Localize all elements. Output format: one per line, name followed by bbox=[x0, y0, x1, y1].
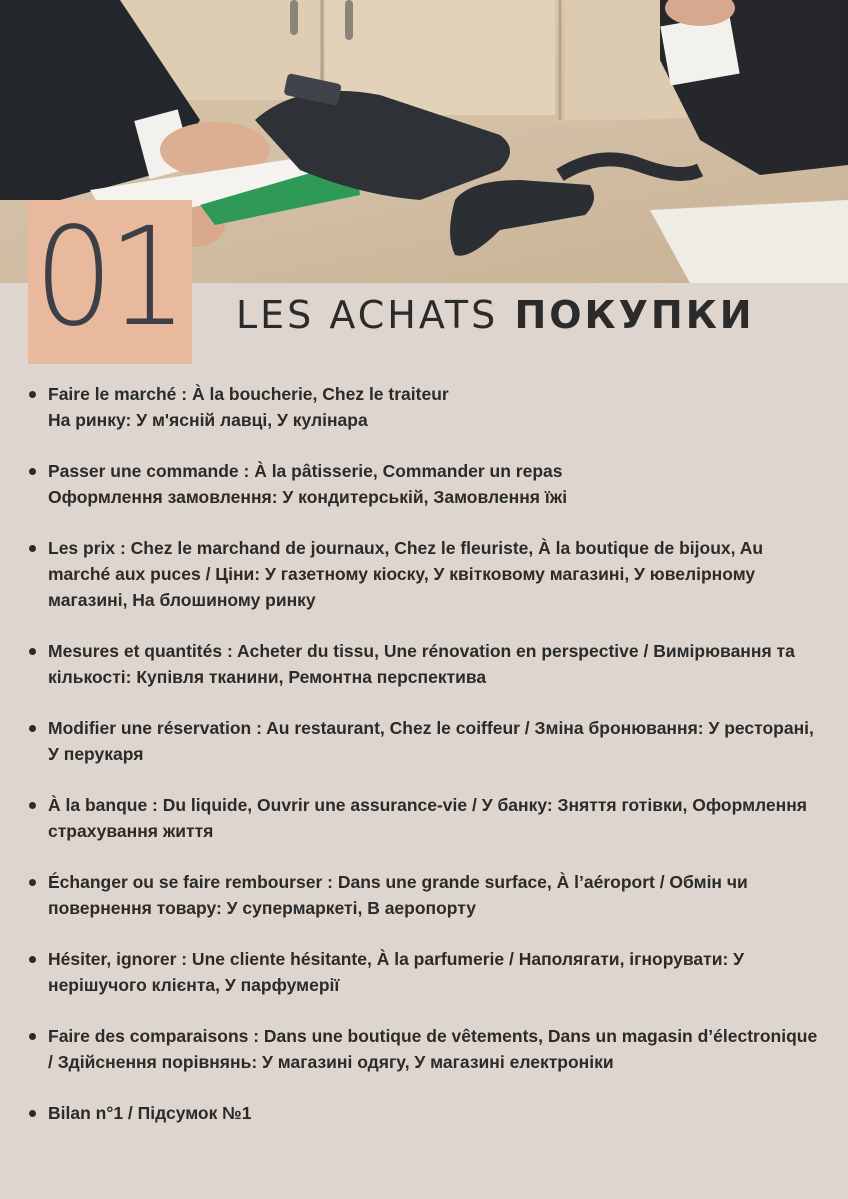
list-item-line: Faire le marché : À la boucherie, Chez le traiteur bbox=[48, 384, 449, 404]
list-item bbox=[26, 638, 826, 690]
list-item bbox=[26, 381, 826, 433]
list-item-text: Les prix : Chez le marchand de journaux, Chez le fleuriste, À la boutique de bijoux, Au marché aux puces / Ціни: У газетному кіоску, У квітковому магазині, У ювелірному магазині, На блошиному ринку bbox=[48, 538, 764, 610]
list-item-text: Hésiter, ignorer : Une cliente hésitante, À la parfumerie / Наполягати, ігнорувати: У нерішучого клієнта, У парфумерії bbox=[48, 949, 745, 995]
list-item-text: Faire des comparaisons : Dans une boutique de vêtements, Dans un magasin d’électronique / Здійснення порівнянь: У магазині одягу, У магазині електроніки bbox=[48, 1026, 818, 1072]
title-ukrainian: ПОКУПКИ bbox=[514, 293, 755, 337]
chapter-number-box bbox=[28, 200, 192, 364]
page-title bbox=[236, 293, 755, 337]
list-item-text: À la banque : Du liquide, Ouvrir une assurance-vie / У банку: Зняття готівки, Оформлення страхування життя bbox=[48, 795, 807, 841]
list-item bbox=[26, 792, 826, 844]
list-item-text: Mesures et quantités : Acheter du tissu, Une rénovation en perspective / Вимірювання та кількості: Купівля тканини, Ремонтна перспектива bbox=[48, 641, 795, 687]
list-item-line: На ринку: У м'ясній лавці, У кулінара bbox=[48, 410, 368, 430]
topics-list bbox=[26, 381, 826, 1126]
list-item-text: Bilan n°1 / Підсумок №1 bbox=[48, 1103, 252, 1123]
list-item bbox=[26, 1023, 826, 1075]
list-item bbox=[26, 946, 826, 998]
list-item bbox=[26, 715, 826, 767]
list-item-line: Оформлення замовлення: У кондитерській, Замовлення їжі bbox=[48, 487, 568, 507]
list-item bbox=[26, 1100, 826, 1126]
list-item bbox=[26, 869, 826, 921]
list-item-line: Passer une commande : À la pâtisserie, Commander un repas bbox=[48, 461, 563, 481]
title-french: LES ACHATS bbox=[236, 293, 499, 337]
list-item bbox=[26, 458, 826, 510]
list-item-text: Modifier une réservation : Au restaurant, Chez le coiffeur / Зміна бронювання: У ресторані, У перукаря bbox=[48, 718, 814, 764]
chapter-number: 01 bbox=[34, 199, 183, 357]
list-item-text: Échanger ou se faire rembourser : Dans une grande surface, À l’aéroport / Обмін чи повернення товару: У супермаркеті, В аеропорту bbox=[48, 872, 748, 918]
list-item bbox=[26, 535, 826, 613]
